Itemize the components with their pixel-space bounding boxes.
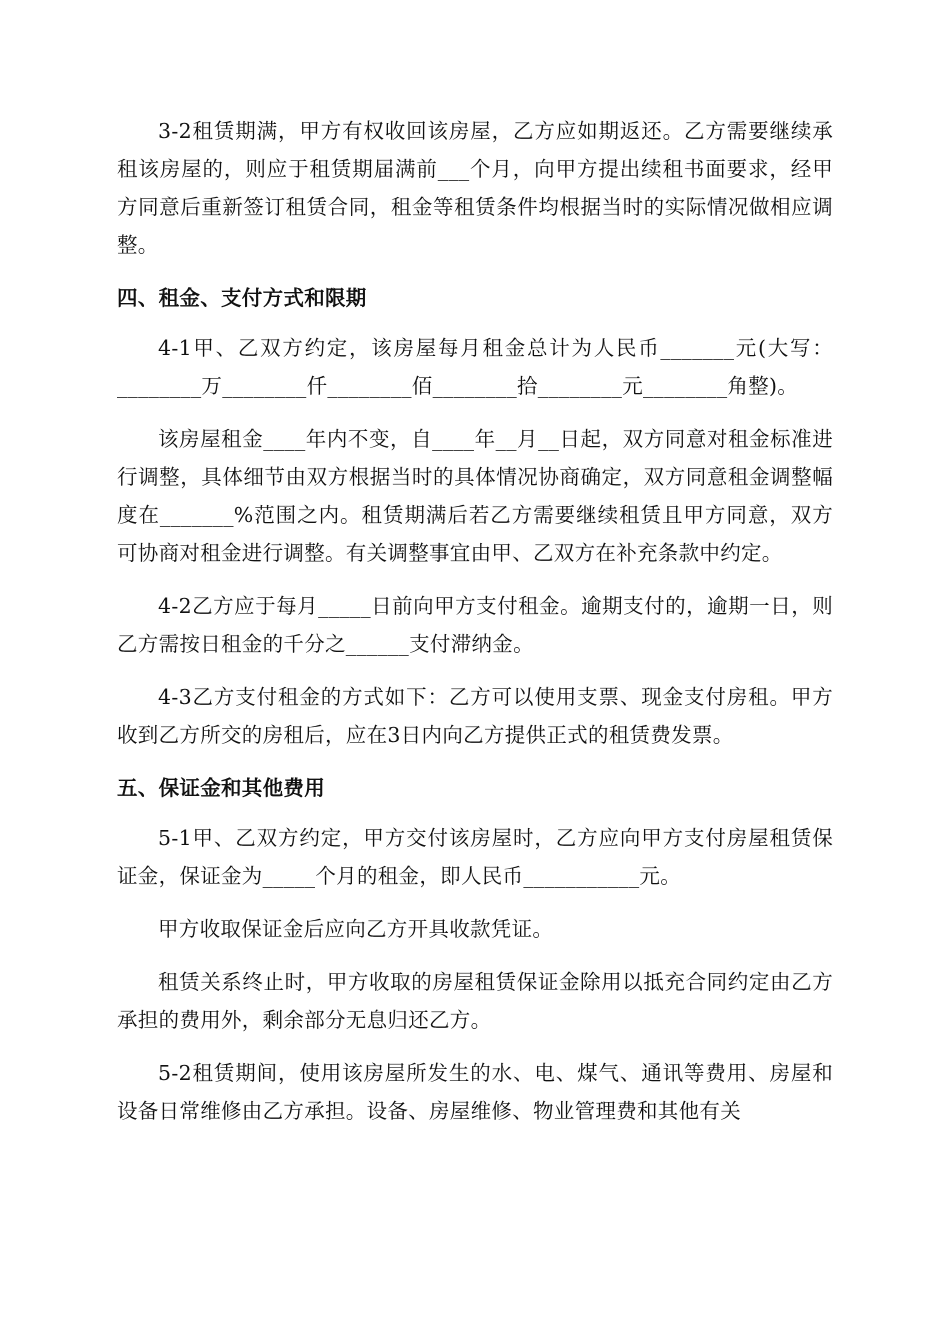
document-body (117, 112, 833, 1145)
clause-4-3: 4-3乙方支付租金的方式如下：乙方可以使用支票、现金支付房租。甲方收到乙方所交的房租后，应在3日内向乙方提供正式的租赁费发票。 (117, 685, 833, 747)
clause-3-2: 3-2租赁期满，甲方有权收回该房屋，乙方应如期返还。乙方需要继续承租该房屋的，则应于租赁期届满前___个月，向甲方提出续租书面要求，经甲方同意后重新签订租赁合同，租金等租赁条件均根据当时的实际情况做相应调整。 (117, 119, 833, 257)
clause-4-1-adjustment: 该房屋租金____年内不变，自____年__月__日起，双方同意对租金标准进行调整，具体细节由双方根据当时的具体情况协商确定，双方同意租金调整幅度在_______%范围之内。租赁期满后若乙方需要继续租赁且甲方同意，双方可协商对租金进行调整。有关调整事宜由甲、乙双方在补充条款中约定。 (117, 427, 833, 565)
clause-5-1-refund: 租赁关系终止时，甲方收取的房屋租赁保证金除用以抵充合同约定由乙方承担的费用外，剩余部分无息归还乙方。 (117, 970, 833, 1032)
section-heading-rent: 四、租金、支付方式和限期 (117, 286, 367, 310)
clause-5-1: 5-1甲、乙双方约定，甲方交付该房屋时，乙方应向甲方支付房屋租赁保证金，保证金为_____个月的租金，即人民币___________元。 (117, 826, 833, 888)
clause-5-2: 5-2租赁期间，使用该房屋所发生的水、电、煤气、通讯等费用、房屋和设备日常维修由乙方承担。设备、房屋维修、物业管理费和其他有关 (117, 1061, 833, 1123)
clause-4-2: 4-2乙方应于每月_____日前向甲方支付租金。逾期支付的，逾期一日，则乙方需按日租金的千分之______支付滞纳金。 (117, 594, 833, 656)
section-heading-deposit: 五、保证金和其他费用 (117, 776, 325, 800)
clause-4-1: 4-1甲、乙双方约定，该房屋每月租金总计为人民币_______元(大写：________万________仟________佰________拾________元________角整)。 (117, 336, 833, 398)
clause-5-1-receipt: 甲方收取保证金后应向乙方开具收款凭证。 (158, 917, 554, 941)
